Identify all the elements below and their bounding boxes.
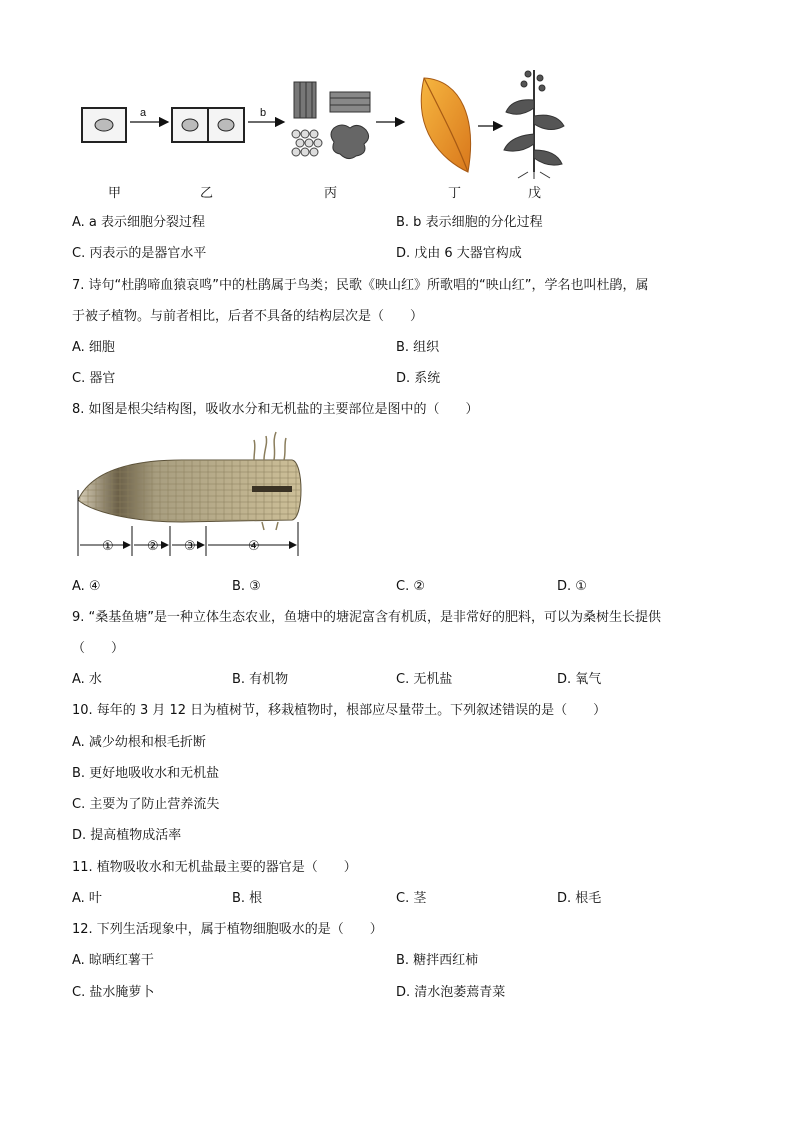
q11-option-c[interactable]: C. 茎 [396,891,427,906]
q7-option-c[interactable]: C. 器官 [72,371,116,386]
region-label-1: ① [102,539,114,554]
q9-option-c[interactable]: C. 无机盐 [396,672,453,687]
q7-option-d[interactable]: D. 系统 [396,371,441,386]
region-label-2: ② [147,539,159,554]
arrow-label-a: a [140,107,147,119]
q10-option-c[interactable]: C. 主要为了防止营养流失 [72,797,220,812]
q9-stem-line-1: 9. “桑基鱼塘”是一种立体生态农业，鱼塘中的塘泥富含有机质，是非常好的肥料，可以为桑树生长提供 [72,610,662,625]
q10-option-b[interactable]: B. 更好地吸收水和无机盐 [72,766,220,781]
q6-option-a[interactable]: A. a 表示细胞分裂过程 [72,215,206,230]
q11-stem: 11. 植物吸收水和无机盐最主要的器官是（ ） [72,860,357,875]
q12-stem: 12. 下列生活现象中，属于植物细胞吸水的是（ ） [72,922,383,937]
caption-bing: 丙 [324,186,338,201]
q9-option-b[interactable]: B. 有机物 [232,672,289,687]
q9-option-a[interactable]: A. 水 [72,672,102,687]
q8-option-d[interactable]: D. ① [557,579,587,594]
q8-stem: 8. 如图是根尖结构图，吸收水分和无机盐的主要部位是图中的（ ） [72,402,479,417]
q8-option-c[interactable]: C. ② [396,579,425,594]
q6-option-d[interactable]: D. 戊由 6 大器官构成 [396,246,522,261]
q7-stem-line-2: 于被子植物。与前者相比，后者不具备的结构层次是（ ） [72,309,424,324]
q9-stem-line-2: （ ） [72,641,125,656]
q8-option-b[interactable]: B. ③ [232,579,261,594]
q6-option-c[interactable]: C. 丙表示的是器官水平 [72,246,207,261]
caption-ding: 丁 [448,186,462,201]
q11-option-b[interactable]: B. 根 [232,891,263,906]
plant-drawing [504,70,564,179]
q11-option-a[interactable]: A. 叶 [72,891,102,906]
leaf-drawing [421,78,470,172]
structure-levels-figure [72,60,592,180]
q12-option-d[interactable]: D. 清水泡萎蔫青菜 [396,985,506,1000]
q9-option-d[interactable]: D. 氧气 [557,672,602,687]
tissues-drawing [292,82,370,159]
caption-wu: 戊 [528,186,542,201]
region-label-3: ③ [184,539,196,554]
q11-option-d[interactable]: D. 根毛 [557,891,602,906]
q12-option-a[interactable]: A. 晾晒红薯干 [72,953,154,968]
q10-option-d[interactable]: D. 提高植物成活率 [72,828,182,843]
q7-option-b[interactable]: B. 组织 [396,340,440,355]
two-cells-drawing [172,108,244,142]
root-tip-figure [72,430,312,562]
q6-option-b[interactable]: B. b 表示细胞的分化过程 [396,215,543,230]
caption-yi: 乙 [200,186,214,201]
root-tip-body [78,460,301,522]
q12-option-b[interactable]: B. 糖拌西红柿 [396,953,479,968]
caption-jia: 甲 [108,186,122,201]
q8-option-a[interactable]: A. ④ [72,579,101,594]
q10-stem: 10. 每年的 3 月 12 日为植树节，移栽植物时，根部应尽量带土。下列叙述错误的是（ ） [72,703,607,718]
q10-option-a[interactable]: A. 减少幼根和根毛折断 [72,735,206,750]
arrow-label-b: b [260,107,267,119]
q7-option-a[interactable]: A. 细胞 [72,340,115,355]
q7-stem-line-1: 7. 诗句“杜鹃啼血猿哀鸣”中的杜鹃属于鸟类；民歌《映山红》所歌唱的“映山红”，学名也叫杜鹃，属 [72,278,649,293]
single-cell-drawing [82,108,126,142]
region-label-4: ④ [248,539,260,554]
q12-option-c[interactable]: C. 盐水腌萝卜 [72,985,155,1000]
